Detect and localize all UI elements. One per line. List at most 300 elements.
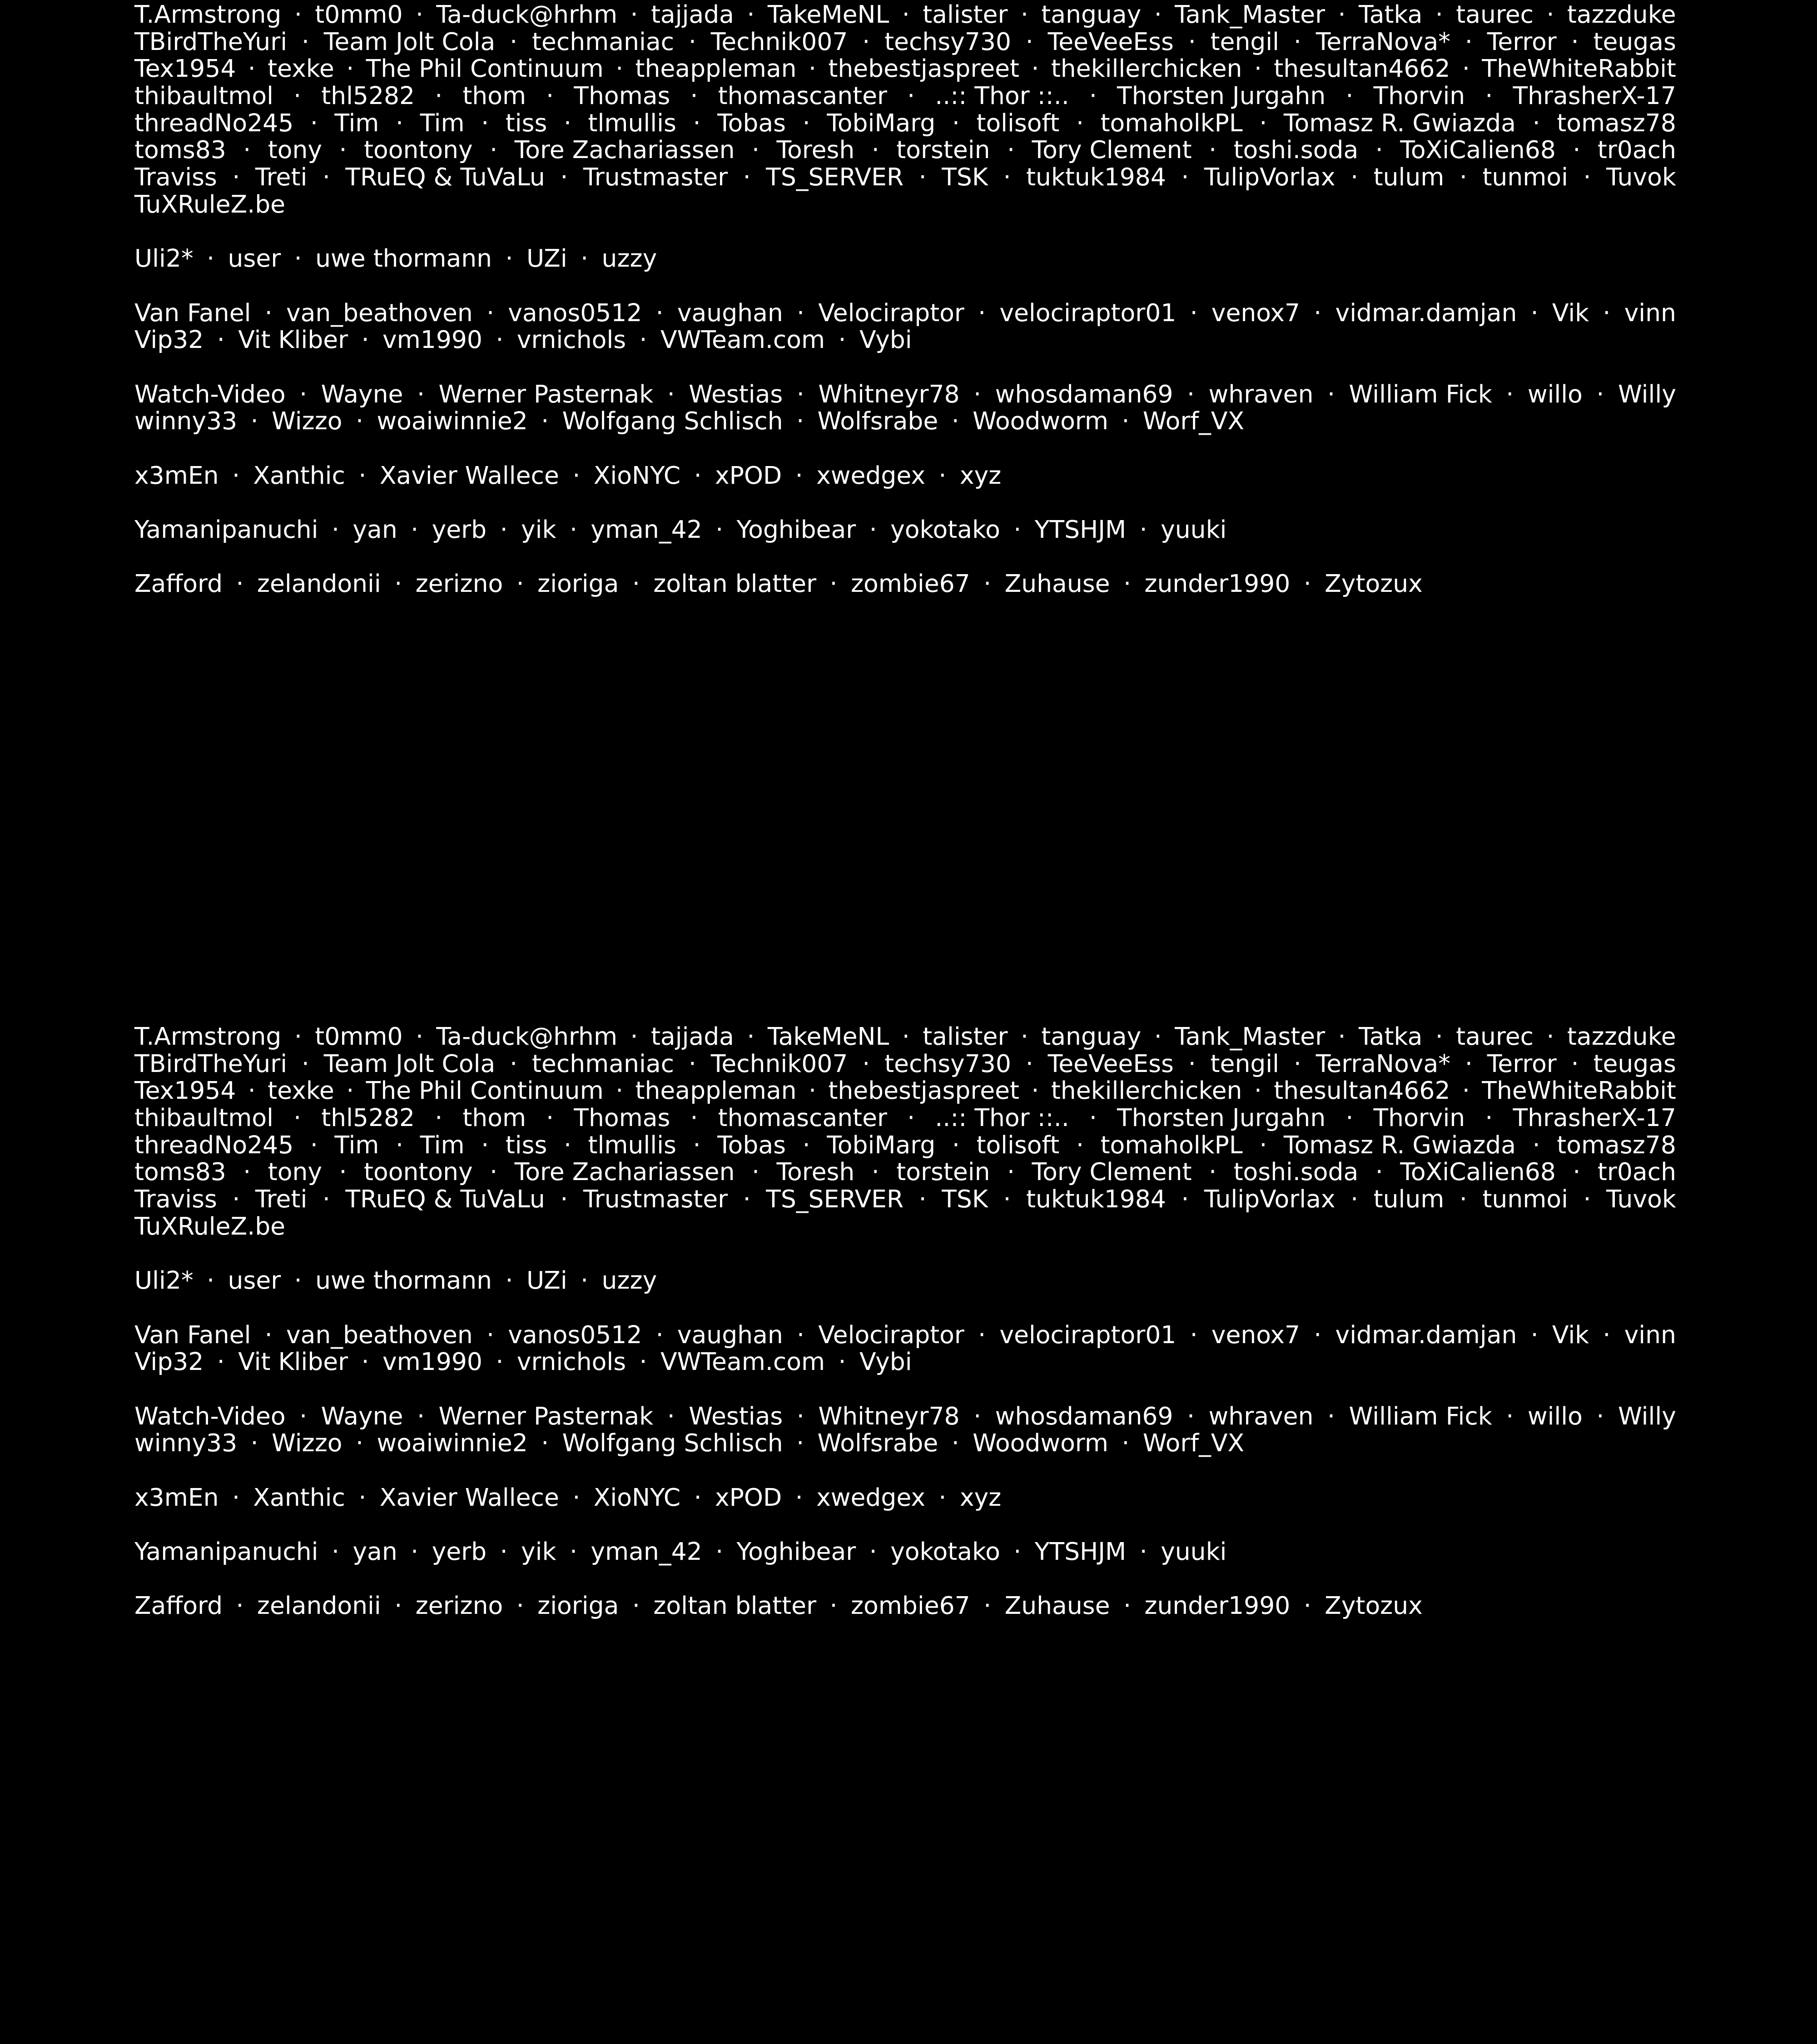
name-separator: · <box>355 407 363 436</box>
contributor-name: t0mm0 <box>315 1022 403 1051</box>
contributor-name: Tex1954 <box>134 1076 236 1105</box>
name-separator: · <box>655 298 664 327</box>
name-separator: · <box>358 461 367 490</box>
contributor-name: xyz <box>959 1483 1002 1512</box>
name-separator: · <box>243 1157 251 1186</box>
name-separator: · <box>1596 379 1604 408</box>
contributor-name: TulipVorlax <box>1204 1185 1335 1214</box>
name-separator: · <box>751 1157 760 1186</box>
contributor-name: thibaultmol <box>134 1103 273 1132</box>
contributor-name: thesultan4662 <box>1274 1076 1450 1105</box>
name-separator: · <box>1209 1157 1217 1186</box>
name-separator: · <box>688 1049 696 1078</box>
contributor-name: thesultan4662 <box>1274 54 1450 83</box>
name-separator: · <box>1485 81 1493 110</box>
contributor-name: tomaholkPL <box>1100 1130 1243 1159</box>
contributor-name: Velociraptor <box>818 1320 964 1349</box>
credits-line <box>134 136 1676 164</box>
contributor-name: zioriga <box>537 1591 619 1620</box>
name-separator: · <box>667 1401 675 1430</box>
name-separator: · <box>796 1429 804 1458</box>
contributor-name: TerraNova* <box>1316 1049 1451 1078</box>
name-separator: · <box>1459 1185 1467 1214</box>
contributor-name: Zafford <box>134 569 223 598</box>
name-separator: · <box>1089 1103 1097 1132</box>
contributor-name: TuXRuleZ.be <box>134 1211 286 1240</box>
name-separator: · <box>411 515 419 544</box>
contributor-name: thebestjaspreet <box>828 1076 1020 1105</box>
name-separator: · <box>918 1185 927 1214</box>
contributor-name: tuktuk1984 <box>1026 1185 1166 1214</box>
contributor-name: Tuvok <box>1606 1185 1676 1214</box>
name-separator: · <box>299 1401 308 1430</box>
contributor-name: Wolfsrabe <box>817 407 938 436</box>
name-separator: · <box>952 1130 960 1159</box>
contributor-name: yman_42 <box>591 515 702 544</box>
name-separator: · <box>951 407 959 436</box>
contributor-name: xwedgex <box>816 461 925 490</box>
name-separator: · <box>1530 1320 1539 1349</box>
contributor-name: vaughan <box>677 1320 783 1349</box>
contributor-name: x3mEn <box>134 461 219 490</box>
contributor-name: XioNYC <box>593 1483 681 1512</box>
name-separator: · <box>232 461 240 490</box>
name-separator: · <box>1003 1185 1011 1214</box>
contributor-name: Tory Clement <box>1032 1157 1192 1186</box>
name-separator: · <box>1254 1076 1262 1105</box>
name-separator: · <box>490 1157 498 1186</box>
name-separator: · <box>796 379 804 408</box>
contributor-name: teugas <box>1593 1049 1676 1078</box>
contributor-name: yik <box>521 515 556 544</box>
contributor-name: William Fick <box>1349 379 1492 408</box>
name-separator: · <box>411 1537 419 1566</box>
name-separator: · <box>541 407 549 436</box>
name-separator: · <box>1314 1320 1322 1349</box>
name-separator: · <box>1462 1076 1470 1105</box>
credits-section-z <box>134 1592 1676 1619</box>
name-separator: · <box>481 1130 489 1159</box>
contributor-name: zelandonii <box>257 1591 381 1620</box>
name-separator: · <box>415 0 423 29</box>
name-separator: · <box>715 1537 724 1566</box>
contributor-name: Team Jolt Cola <box>323 27 496 56</box>
contributor-name: TSK <box>942 1185 988 1214</box>
contributor-name: whosdaman69 <box>995 379 1173 408</box>
contributor-name: Vik <box>1552 298 1589 327</box>
name-separator: · <box>481 108 489 137</box>
name-separator: · <box>1020 1022 1028 1051</box>
name-separator: · <box>1532 108 1540 137</box>
name-separator: · <box>796 407 804 436</box>
name-separator: · <box>751 135 760 164</box>
name-separator: · <box>715 515 724 544</box>
name-separator: · <box>1338 0 1346 29</box>
name-separator: · <box>546 1103 554 1132</box>
name-separator: · <box>293 81 302 110</box>
contributor-name: tanguay <box>1041 0 1142 29</box>
credits-line <box>134 55 1676 82</box>
contributor-name: woaiwinnie2 <box>377 1429 528 1458</box>
contributor-name: Wolfgang Schlisch <box>562 1429 783 1458</box>
contributor-name: Thomas <box>574 81 670 110</box>
name-separator: · <box>1532 1130 1540 1159</box>
contributor-name: Uli2* <box>134 244 194 273</box>
contributor-name: uzzy <box>601 1266 657 1295</box>
credits-line <box>134 1321 1676 1349</box>
contributor-name: Zuhause <box>1004 1591 1110 1620</box>
name-separator: · <box>1181 163 1189 192</box>
contributor-name: tomasz78 <box>1557 1130 1676 1159</box>
name-separator: · <box>1603 298 1611 327</box>
name-separator: · <box>1596 1401 1604 1430</box>
name-separator: · <box>563 108 571 137</box>
contributor-name: Thomas <box>574 1103 670 1132</box>
name-separator: · <box>951 1429 959 1458</box>
name-separator: · <box>795 1483 803 1512</box>
name-separator: · <box>505 244 513 273</box>
credits-line <box>134 299 1676 327</box>
contributor-name: thomascanter <box>718 81 888 110</box>
credits-section-x <box>134 462 1676 489</box>
name-separator: · <box>862 1049 870 1078</box>
name-separator: · <box>1303 569 1311 598</box>
name-separator: · <box>1025 27 1033 56</box>
contributor-name: Toresh <box>776 135 855 164</box>
name-separator: · <box>301 27 309 56</box>
name-separator: · <box>1123 1591 1131 1620</box>
contributor-name: tomaholkPL <box>1100 108 1243 137</box>
contributor-name: Tomasz R. Gwiazda <box>1283 1130 1516 1159</box>
contributor-name: TS_SERVER <box>766 163 904 192</box>
contributor-name: yan <box>352 515 397 544</box>
name-separator: · <box>743 1185 751 1214</box>
contributor-name: TeeVeeEss <box>1048 27 1174 56</box>
contributor-name: Wolfsrabe <box>817 1429 938 1458</box>
contributor-name: TS_SERVER <box>766 1185 904 1214</box>
contributor-name: tony <box>268 135 323 164</box>
name-separator: · <box>1571 27 1579 56</box>
contributor-name: toms83 <box>134 135 226 164</box>
contributor-name: uzzy <box>601 244 657 273</box>
name-separator: · <box>435 1103 443 1132</box>
name-separator: · <box>1506 379 1514 408</box>
contributor-name: Xanthic <box>253 461 345 490</box>
contributor-name: TheWhiteRabbit <box>1482 54 1676 83</box>
name-separator: · <box>829 569 838 598</box>
contributor-name: torstein <box>896 1157 990 1186</box>
contributor-name: TRuEQ & TuVaLu <box>345 1185 545 1214</box>
credits-line <box>134 1077 1676 1104</box>
contributor-name: techmaniac <box>531 1049 675 1078</box>
name-separator: · <box>1375 1157 1383 1186</box>
name-separator: · <box>217 325 225 354</box>
name-separator: · <box>1375 135 1383 164</box>
name-separator: · <box>331 515 339 544</box>
name-separator: · <box>294 244 302 273</box>
contributor-name: TerraNova* <box>1316 27 1451 56</box>
credits-line <box>134 164 1676 191</box>
contributor-name: tlmullis <box>588 1130 676 1159</box>
contributor-name: Tory Clement <box>1032 135 1192 164</box>
name-separator: · <box>1465 1049 1473 1078</box>
contributor-name: Whitneyr78 <box>818 379 960 408</box>
name-separator: · <box>294 0 302 29</box>
contributor-name: Yamanipanuchi <box>134 1537 318 1566</box>
name-separator: · <box>1013 1537 1022 1566</box>
contributor-name: theappleman <box>635 54 797 83</box>
contributor-name: thom <box>462 81 526 110</box>
credits-section-u <box>134 245 1676 272</box>
name-separator: · <box>1188 27 1196 56</box>
contributor-name: T.Armstrong <box>134 0 282 29</box>
name-separator: · <box>632 569 640 598</box>
contributor-name: TRuEQ & TuVaLu <box>345 163 545 192</box>
contributor-name: x3mEn <box>134 1483 219 1512</box>
name-separator: · <box>938 1483 947 1512</box>
contributor-name: torstein <box>896 135 990 164</box>
contributor-name: winny33 <box>134 1429 238 1458</box>
contributor-name: tomasz78 <box>1557 108 1676 137</box>
contributor-name: Tank_Master <box>1175 0 1326 29</box>
name-separator: · <box>1435 0 1443 29</box>
contributor-name: winny33 <box>134 407 238 436</box>
contributor-name: toms83 <box>134 1157 226 1186</box>
contributor-name: vinn <box>1624 1320 1676 1349</box>
contributor-name: Ta-duck@hrhm <box>436 1022 618 1051</box>
name-separator: · <box>869 515 877 544</box>
name-separator: · <box>1254 54 1262 83</box>
name-separator: · <box>938 461 947 490</box>
contributor-name: Watch-Video <box>134 1401 286 1430</box>
name-separator: · <box>339 135 347 164</box>
contributor-name: Traviss <box>134 163 217 192</box>
contributor-name: talister <box>923 0 1008 29</box>
name-separator: · <box>1293 27 1301 56</box>
contributor-name: techmaniac <box>531 27 675 56</box>
name-separator: · <box>693 108 701 137</box>
contributor-name: TeeVeeEss <box>1048 1049 1174 1078</box>
name-separator: · <box>264 298 273 327</box>
contributor-name: van_beathoven <box>286 1320 473 1349</box>
credits-section-y <box>134 516 1676 543</box>
contributor-name: William Fick <box>1349 1401 1492 1430</box>
name-separator: · <box>973 1401 982 1430</box>
name-separator: · <box>1327 379 1335 408</box>
contributor-name: zerizno <box>415 569 503 598</box>
contributor-name: Technik007 <box>710 1049 848 1078</box>
name-separator: · <box>250 1429 258 1458</box>
name-separator: · <box>569 1537 577 1566</box>
name-separator: · <box>207 244 215 273</box>
credits-section-y <box>134 1538 1676 1565</box>
contributor-name: ThrasherX-17 <box>1513 1103 1676 1132</box>
contributor-name: Trustmaster <box>583 1185 728 1214</box>
contributor-name: Vik <box>1552 1320 1589 1349</box>
contributor-name: YTSHJM <box>1034 515 1127 544</box>
name-separator: · <box>978 1320 986 1349</box>
name-separator: · <box>902 1022 910 1051</box>
contributor-name: Willy <box>1618 1401 1676 1430</box>
name-separator: · <box>1089 81 1097 110</box>
credits-line <box>134 570 1676 597</box>
name-separator: · <box>346 54 354 83</box>
name-separator: · <box>1123 569 1131 598</box>
name-separator: · <box>299 379 308 408</box>
contributor-name: venox7 <box>1211 298 1301 327</box>
credits-section-u <box>134 1267 1676 1294</box>
contributor-name: tajjada <box>650 1022 734 1051</box>
name-separator: · <box>339 1157 347 1186</box>
name-separator: · <box>1583 163 1591 192</box>
contributor-name: Woodworm <box>973 1429 1108 1458</box>
contributor-name: Thorvin <box>1373 1103 1465 1132</box>
contributor-name: TakeMeNL <box>767 0 889 29</box>
contributor-name: Team Jolt Cola <box>323 1049 496 1078</box>
name-separator: · <box>1187 379 1195 408</box>
contributor-name: texke <box>268 54 334 83</box>
contributor-name: Tatka <box>1358 0 1423 29</box>
name-separator: · <box>394 1591 402 1620</box>
name-separator: · <box>1506 1401 1514 1430</box>
name-separator: · <box>346 1076 354 1105</box>
contributor-name: TobiMarg <box>827 1130 936 1159</box>
contributor-name: Vip32 <box>134 1347 204 1376</box>
contributor-name: taurec <box>1456 0 1534 29</box>
credits-line <box>134 1538 1676 1565</box>
contributor-name: Thorvin <box>1373 81 1465 110</box>
name-separator: · <box>1122 407 1130 436</box>
contributor-name: Tore Zachariassen <box>514 1157 735 1186</box>
name-separator: · <box>1571 1049 1579 1078</box>
credits-line <box>134 1348 1676 1375</box>
name-separator: · <box>808 1076 816 1105</box>
name-separator: · <box>417 1401 425 1430</box>
name-separator: · <box>1485 1103 1493 1132</box>
contributor-name: tolisoft <box>976 1130 1060 1159</box>
name-separator: · <box>500 515 508 544</box>
credits-line <box>134 516 1676 543</box>
contributor-name: Whitneyr78 <box>818 1401 960 1430</box>
contributor-name: Yoghibear <box>736 515 856 544</box>
name-separator: · <box>310 108 318 137</box>
name-separator: · <box>802 1130 810 1159</box>
contributor-name: Treti <box>255 1185 308 1214</box>
contributor-name: TulipVorlax <box>1204 163 1335 192</box>
name-separator: · <box>1025 1049 1033 1078</box>
contributor-name: The Phil Continuum <box>366 1076 604 1105</box>
name-separator: · <box>616 54 624 83</box>
name-separator: · <box>250 407 258 436</box>
name-separator: · <box>1462 54 1470 83</box>
contributor-name: tengil <box>1210 1049 1280 1078</box>
contributor-name: yerb <box>432 1537 487 1566</box>
contributor-name: threadNo245 <box>134 1130 294 1159</box>
contributor-name: Van Fanel <box>134 298 251 327</box>
contributor-name: Terror <box>1487 1049 1557 1078</box>
name-separator: · <box>490 135 498 164</box>
contributor-name: vrnichols <box>516 325 626 354</box>
name-separator: · <box>795 461 803 490</box>
name-separator: · <box>1350 163 1359 192</box>
name-separator: · <box>1603 1320 1611 1349</box>
credits-line <box>134 1186 1676 1213</box>
name-separator: · <box>690 1103 698 1132</box>
name-separator: · <box>1190 1320 1198 1349</box>
name-separator: · <box>1188 1049 1196 1078</box>
name-separator: · <box>973 379 982 408</box>
credits-line <box>134 1104 1676 1131</box>
contributor-name: tazzduke <box>1567 1022 1676 1051</box>
contributor-name: TakeMeNL <box>767 1022 889 1051</box>
contributor-name: UZi <box>526 244 567 273</box>
credits-line <box>134 1484 1676 1511</box>
name-separator: · <box>1546 1022 1554 1051</box>
contributor-name: tlmullis <box>588 108 676 137</box>
contributor-name: tr0ach <box>1597 1157 1676 1186</box>
contributor-name: tajjada <box>650 0 734 29</box>
contributor-name: Worf_VX <box>1142 1429 1245 1458</box>
contributor-name: VWTeam.com <box>660 325 825 354</box>
name-separator: · <box>581 244 589 273</box>
contributor-name: Tore Zachariassen <box>514 135 735 164</box>
contributor-name: tiss <box>505 108 547 137</box>
contributor-name: thebestjaspreet <box>828 54 1020 83</box>
contributor-name: techsy730 <box>884 1049 1011 1078</box>
credits-list-top <box>134 1 1676 625</box>
contributor-name: Vybi <box>859 325 912 354</box>
contributor-name: t0mm0 <box>315 0 403 29</box>
name-separator: · <box>869 1537 877 1566</box>
name-separator: · <box>902 0 910 29</box>
name-separator: · <box>1031 1076 1039 1105</box>
name-separator: · <box>505 1266 513 1295</box>
credits-line <box>134 28 1676 55</box>
name-separator: · <box>667 379 675 408</box>
contributor-name: vanos0512 <box>508 298 642 327</box>
contributor-name: tengil <box>1210 27 1280 56</box>
name-separator: · <box>630 0 638 29</box>
name-separator: · <box>1122 1429 1130 1458</box>
credits-line <box>134 1158 1676 1186</box>
name-separator: · <box>243 135 251 164</box>
contributor-name: tulum <box>1373 1185 1445 1214</box>
credits-list-bottom <box>134 1023 1676 1647</box>
name-separator: · <box>630 1022 638 1051</box>
name-separator: · <box>322 163 330 192</box>
name-separator: · <box>1259 108 1267 137</box>
name-separator: · <box>232 1185 240 1214</box>
contributor-name: vaughan <box>677 298 783 327</box>
contributor-name: whosdaman69 <box>995 1401 1173 1430</box>
name-separator: · <box>236 1591 244 1620</box>
contributor-name: Treti <box>255 163 308 192</box>
name-separator: · <box>496 1347 504 1376</box>
name-separator: · <box>510 27 518 56</box>
name-separator: · <box>358 1483 367 1512</box>
contributor-name: Thorsten Jurgahn <box>1117 81 1326 110</box>
name-separator: · <box>1583 1185 1591 1214</box>
name-separator: · <box>796 1401 804 1430</box>
name-separator: · <box>1345 81 1354 110</box>
name-separator: · <box>1003 163 1011 192</box>
contributor-name: xyz <box>959 461 1002 490</box>
contributor-name: Wizzo <box>272 407 343 436</box>
name-separator: · <box>808 54 816 83</box>
name-separator: · <box>572 1483 581 1512</box>
name-separator: · <box>500 1537 508 1566</box>
name-separator: · <box>1209 135 1217 164</box>
